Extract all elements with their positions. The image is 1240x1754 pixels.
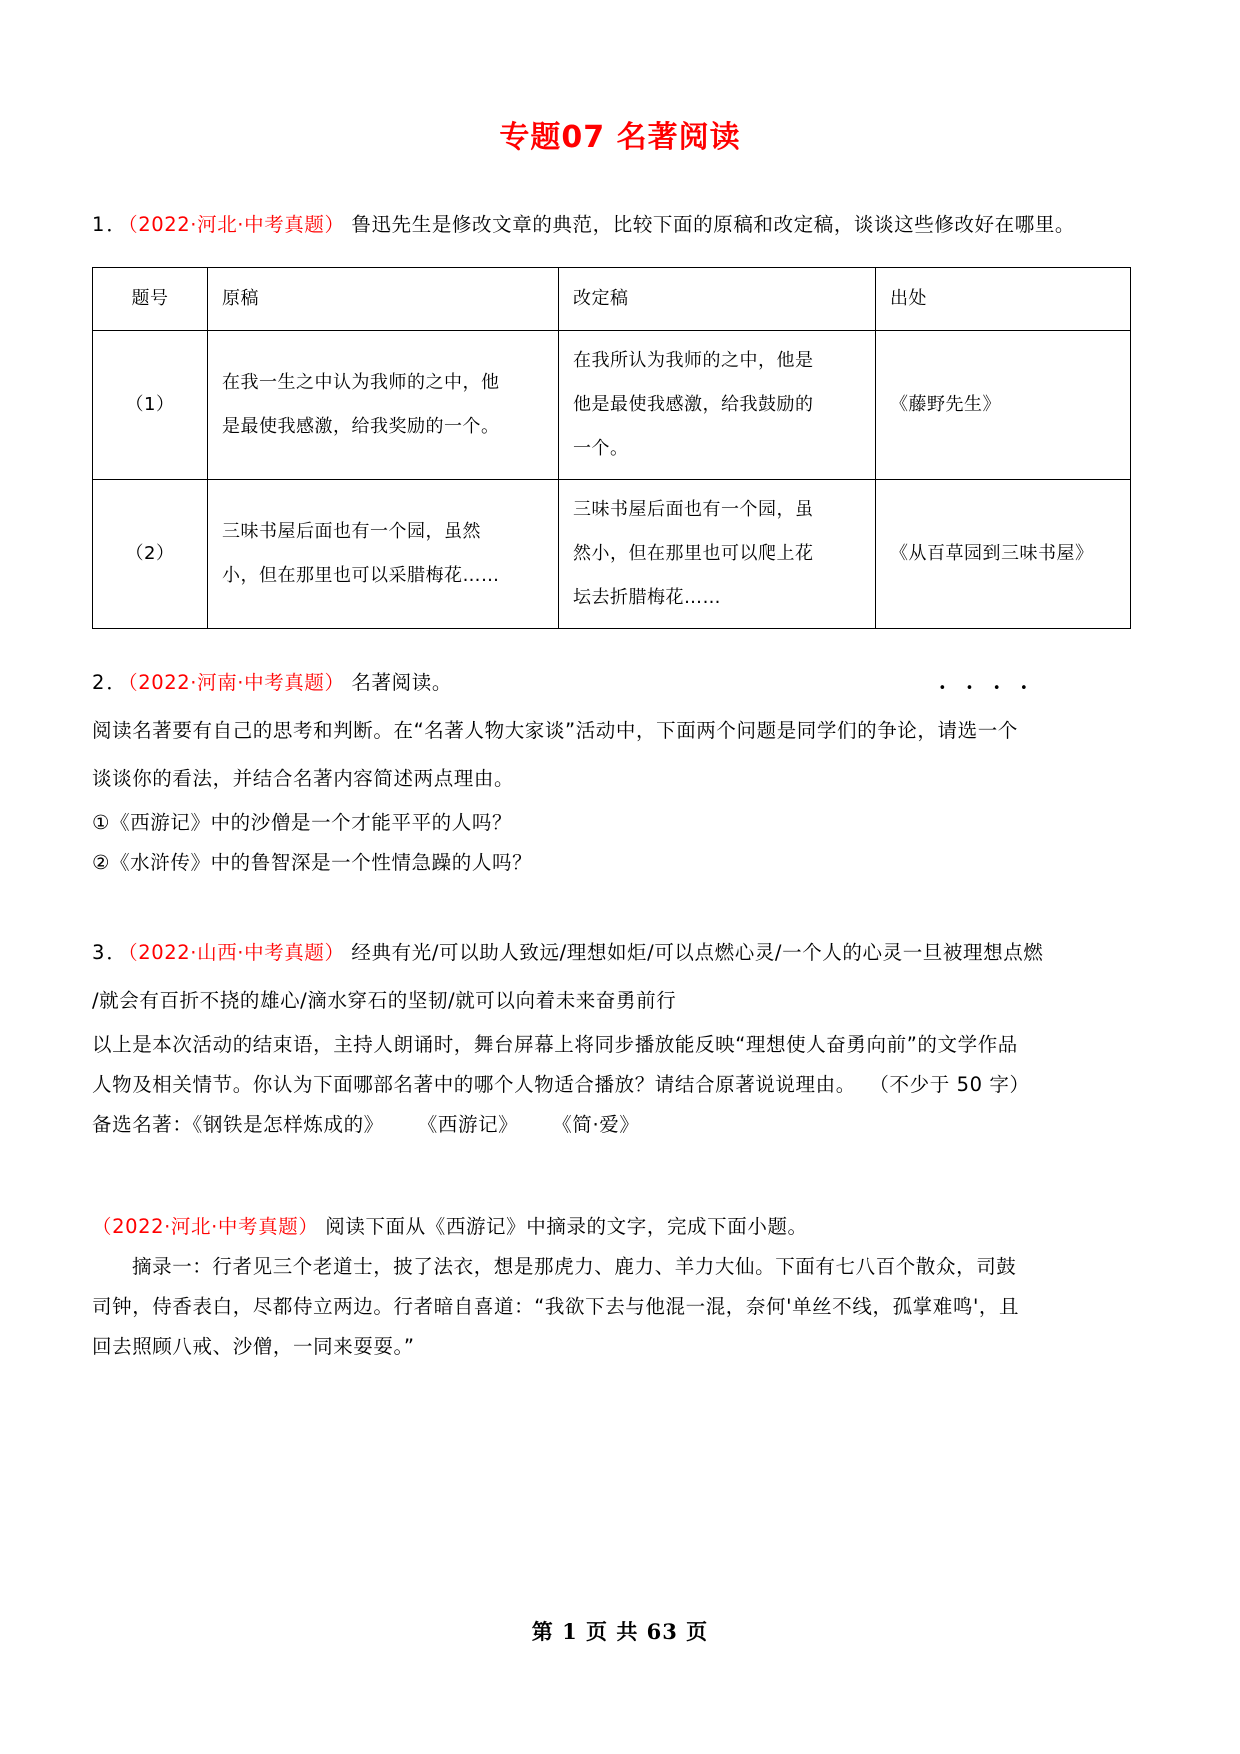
table-header-source: 出处 [876,268,1131,331]
question-1 [92,201,1148,629]
row1-revised [559,331,876,480]
row2-no: （2） [93,480,208,629]
question-2-number: 2． [92,671,128,694]
question-3-option-3: 《简·爱》 [552,1113,640,1136]
question-3-stem-line-2: /就会有百折不挠的雄心/滴水穿石的坚韧/就可以向着未来奋勇前行 [92,989,677,1012]
passage-intro [92,1207,1148,1247]
question-3-option-2: 《西游记》 [417,1113,519,1136]
passage-excerpt-line-3: 回去照顾八戒、沙僧，一同来耍耍。” [92,1335,415,1358]
question-2-paragraph-b: 谈谈你的看法，并结合名著内容简述两点理由。 [92,767,515,790]
question-3-stem-line-1 [92,929,1148,977]
passage-excerpt-line-1: 摘录一：行者见三个老道士，披了法衣，想是那虎力、鹿力、羊力大仙。下面有七八百个散众，司鼓 [132,1255,1017,1278]
passage-excerpt-line-2: 司钟，侍香表白，尽都侍立两边。行者暗自喜道：“我欲下去与他混一混，奈何'单丝不线，孤掌难鸣'，且 [92,1295,1020,1318]
table-row [93,331,1131,480]
question-3 [92,929,1148,1145]
comparison-table [92,267,1131,629]
row2-original [208,480,559,629]
question-3-body-text-2: 人物及相关情节。你认为下面哪部名著中的哪个人物适合播放？请结合原著说说理由。 [92,1073,856,1096]
question-3-number: 3． [92,941,128,964]
row1-original [208,331,559,480]
question-2-paragraph-a [92,707,1148,755]
row2-revised-line-3: 坛去折腊梅花…… [573,587,721,608]
question-2 [92,659,1148,883]
table-header-revised: 改定稿 [559,268,876,331]
table-header-no: 题号 [93,268,208,331]
row2-revised-line-2: 然小，但在那里也可以爬上花 [573,543,814,564]
question-3-body-line-1: 以上是本次活动的结束语，主持人朗诵时，舞台屏幕上将同步播放能反映“理想使人奋勇向前”的文学作品 [92,1033,1018,1056]
passage-source-tag: （2022·河北·中考真题） [92,1215,319,1238]
question-2-item-1: ①《西游记》中的沙僧是一个才能平平的人吗？ [92,811,513,834]
question-2-item-2: ②《水浒传》中的鲁智深是一个性情急躁的人吗？ [92,851,533,874]
page-title: 专题07 名著阅读 [499,120,741,155]
row2-revised-line-1: 三味书屋后面也有一个园，虽 [573,499,814,520]
row1-revised-line-3: 一个。 [573,438,629,459]
table-row [93,480,1131,629]
question-3-body-line-2 [92,1065,1148,1105]
question-3-stem-text-1: 经典有光/可以助人致远/理想如炬/可以点燃心灵/一个人的心灵一旦被理想点燃 [351,941,1044,964]
table-header-original: 原稿 [208,268,559,331]
row1-revised-line-1: 在我所认为我师的之中，他是 [573,350,814,371]
question-3-option-1: 《钢铁是怎样炼成的》 [192,1113,384,1136]
row2-revised [559,480,876,629]
question-1-number: 1． [92,213,128,236]
question-2-text: 名著阅读。 [351,671,452,694]
question-3-options-label: 备选名著： [92,1113,193,1136]
question-3-body-note: （不少于 50 字） [869,1073,1030,1096]
row2-original-line-2: 小，但在那里也可以采腊梅花…… [222,565,500,586]
row2-original-line-1: 三味书屋后面也有一个园，虽然 [222,521,481,542]
question-2-source-tag: （2022·河南·中考真题） [127,671,345,694]
question-1-stem [92,201,1148,249]
row2-source: 《从百草园到三味书屋》 [876,480,1131,629]
question-3-source-tag: （2022·山西·中考真题） [127,941,345,964]
question-1-text: 鲁迅先生是修改文章的典范，比较下面的原稿和改定稿，谈谈这些修改好在哪里。 [351,213,1076,236]
question-3-options [92,1105,1148,1145]
question-2-emphasis: • • • • 请选一个 [938,707,1018,755]
row1-no: （1） [93,331,208,480]
passage-intro-text: 阅读下面从《西游记》中摘录的文字，完成下面小题。 [325,1215,808,1238]
page-footer: 第 1 页 共 63 页 [531,1619,709,1644]
reading-passage [92,1207,1148,1367]
question-1-source-tag: （2022·河北·中考真题） [127,213,345,236]
table-header-row [93,268,1131,331]
row1-original-line-1: 在我一生之中认为我师的之中，他 [222,372,500,393]
row1-original-line-2: 是最使我感激，给我奖励的一个。 [222,416,500,437]
question-2-paragraph-a-text: 阅读名著要有自己的思考和判断。在“名著人物大家谈”活动中，下面两个问题是同学们的争论， [92,719,938,742]
row1-revised-line-2: 他是最使我感激，给我鼓励的 [573,394,814,415]
row1-source: 《藤野先生》 [876,331,1131,480]
